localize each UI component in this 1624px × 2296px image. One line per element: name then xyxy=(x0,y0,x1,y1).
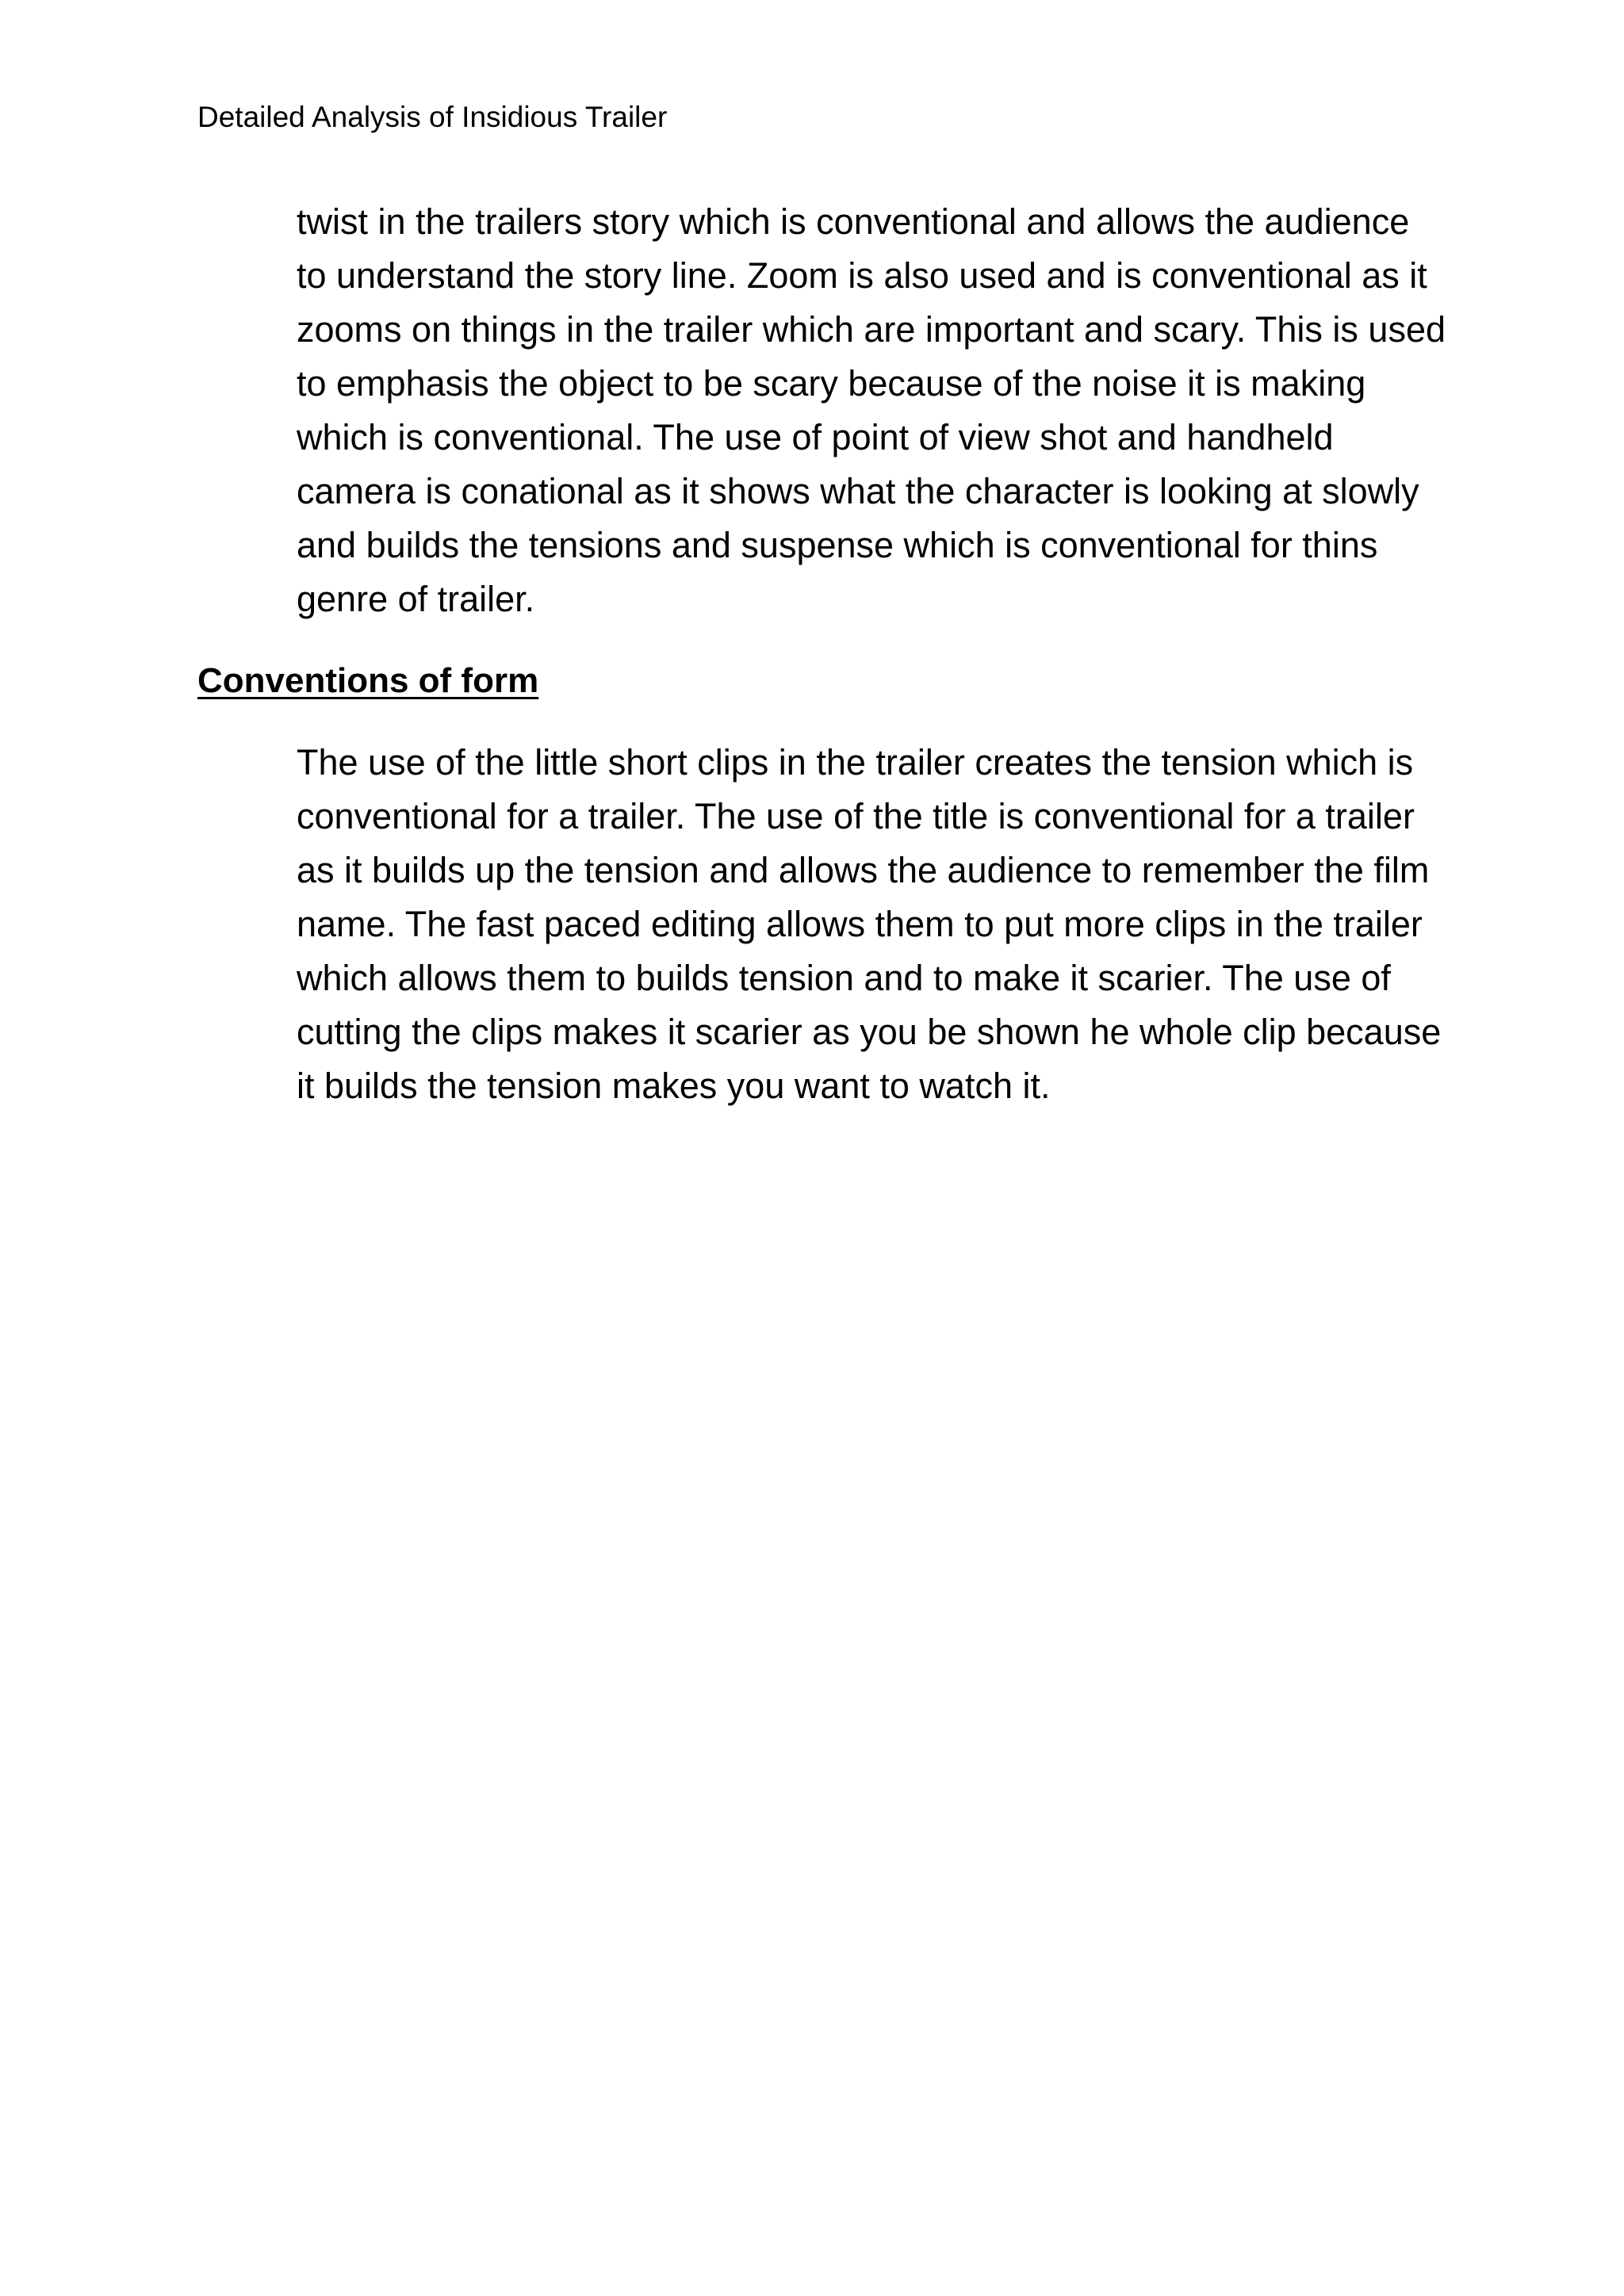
paragraph-line: conventional for a trailer. The use of the title is conventional for a trailer xyxy=(297,796,1415,836)
paragraph-line: zooms on things in the trailer which are important and scary. This is used xyxy=(297,309,1446,350)
paragraph-line: cutting the clips makes it scarier as you be shown he whole clip because xyxy=(297,1012,1442,1052)
section-heading: Conventions of form xyxy=(197,661,539,700)
paragraph-line: to understand the story line. Zoom is also used and is conventional as it xyxy=(297,255,1427,296)
paragraph-line: twist in the trailers story which is conventional and allows the audience xyxy=(297,201,1410,242)
paragraph-line: genre of trailer. xyxy=(297,579,535,619)
paragraph-line: name. The fast paced editing allows them to put more clips in the trailer xyxy=(297,904,1423,944)
paragraph-line: which allows them to builds tension and to make it scarier. The use of xyxy=(297,958,1391,998)
paragraph-line: camera is conational as it shows what the character is looking at slowly xyxy=(297,471,1419,511)
paragraph-line: The use of the little short clips in the trailer creates the tension which is xyxy=(297,742,1414,783)
paragraph-line: and builds the tensions and suspense which is conventional for thins xyxy=(297,525,1378,565)
paragraph-line: to emphasis the object to be scary because of the noise it is making xyxy=(297,363,1366,404)
running-header: Detailed Analysis of Insidious Trailer xyxy=(197,101,668,133)
paragraph-line: it builds the tension makes you want to watch it. xyxy=(297,1066,1051,1106)
paragraph-line: as it builds up the tension and allows the audience to remember the film xyxy=(297,850,1430,890)
paragraph-line: which is conventional. The use of point of view shot and handheld xyxy=(297,417,1334,457)
